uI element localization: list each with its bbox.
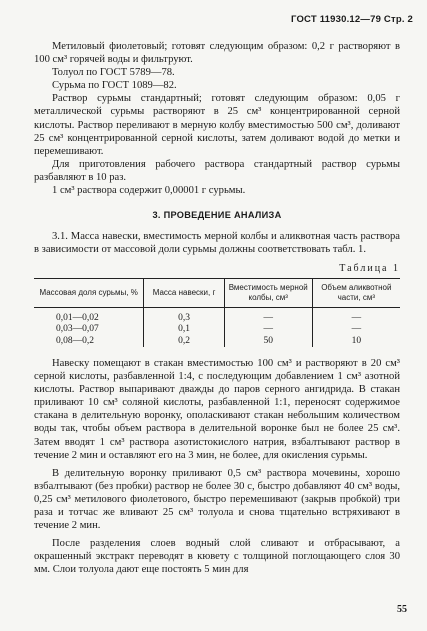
table-cell: 0,3: [144, 307, 225, 324]
paragraph-3-1: 3.1. Масса навески, вместимость мерной колбы и аликвотная часть раствора в зависимости от массовой доли сурьмы должны соответствовать табл. 1.: [34, 231, 400, 256]
table-header-cell: Массовая доля сурьмы, %: [34, 278, 144, 307]
document-body: [34, 40, 400, 577]
table-cell: 10: [312, 336, 400, 348]
table-cell: 0,03—0,07: [56, 324, 99, 334]
table-row: [34, 307, 400, 324]
paragraph-procedure-2: В делительную воронку приливают 0,5 см³ раствора мочевины, хорошо взбалтывают (без пробки) раствор не более 30 с, быстро добавляют 40 см³ воды, 0,25 см³ метилового фиолетового, быстро перемешивают (закрыв пробкой) три раза и тотчас же вливают 25 см³ толуола и снова тщательно встряхивают в течение 2 мин.: [34, 467, 400, 532]
table-cell: 0,01—0,02: [56, 312, 99, 323]
page-number: 55: [397, 604, 407, 615]
paragraph-procedure-1: Навеску помещают в стакан вместимостью 100 см³ и растворяют в 20 см³ серной кислоты, разбавленной 1:4, с последующим добавлением 1 см³ азотной кислоты. Раствор выпаривают дважды до паров серного ангидрида. В стакан приливают 10 см³ соляной кислоты, разбавленной 1:1, переносят содержимое стакана в делительную воронку, ополаскивают стакан небольшим количеством воды так, чтобы объем раствора в делительной воронке был не более 25 см³. Затем вводят 1 см³ раствора азотистокислого натрия, взбалтывают раствор в течение 2 мин и оставляют его на 3 мин, не более, для окисления сурьмы.: [34, 358, 400, 461]
table-row: [34, 336, 400, 348]
paragraph-procedure-3: После разделения слоев водный слой сливают и отбрасывают, а окрашенный экстракт переводят в кювету с толщиной поглощающего слоя 30 мм. Слои толуола дают еще постоять 5 мин для: [34, 538, 400, 576]
paragraph-reagent-violet: Метиловый фиолетовый; готовят следующим образом: 0,2 г растворяют в 100 см³ горячей воды и фильтруют.: [34, 41, 400, 66]
table-header-cell: Объем аликвотной части, см³: [312, 278, 400, 307]
table-header-cell: Вместимость мерной колбы, см³: [224, 278, 312, 307]
paragraph-concentration: 1 см³ раствора содержит 0,00001 г сурьмы.: [52, 185, 246, 197]
paragraph-antimony: Сурьма по ГОСТ 1089—82.: [52, 80, 177, 92]
table-cell: 0,08—0,2: [56, 335, 94, 346]
table-cell: —: [312, 324, 400, 336]
table-cell: —: [224, 307, 312, 324]
section-title: 3. ПРОВЕДЕНИЕ АНАЛИЗА: [152, 210, 282, 221]
paragraph-working-solution: Для приготовления рабочего раствора стандартный раствор сурьмы разбавляют в 10 раз.: [34, 158, 400, 183]
paragraph-toluene: Толуол по ГОСТ 5789—78.: [52, 67, 175, 79]
table-cell: —: [312, 307, 400, 324]
page-header: ГОСТ 11930.12—79 Стр. 2: [290, 14, 413, 25]
table-header-cell: Масса навески, г: [144, 278, 225, 307]
table-row: [34, 324, 400, 336]
table-cell: —: [224, 324, 312, 336]
table-header-row: [34, 278, 400, 307]
table-caption: Таблица 1: [339, 263, 400, 275]
table-cell: 50: [224, 336, 312, 348]
table-1: [34, 278, 400, 348]
paragraph-standard-solution: Раствор сурьмы стандартный; готовят следующим образом: 0,05 г металлической сурьмы растворяют в 25 см³ концентрированной серной кислоты. Раствор переливают в мерную колбу вместимостью 500 см³, доливают 25 см³ концентрированной серной кислоты, затем доливают водой до метки и перемешивают.: [34, 93, 400, 157]
table-cell: 0,1: [144, 324, 225, 336]
table-cell: 0,2: [144, 336, 225, 348]
